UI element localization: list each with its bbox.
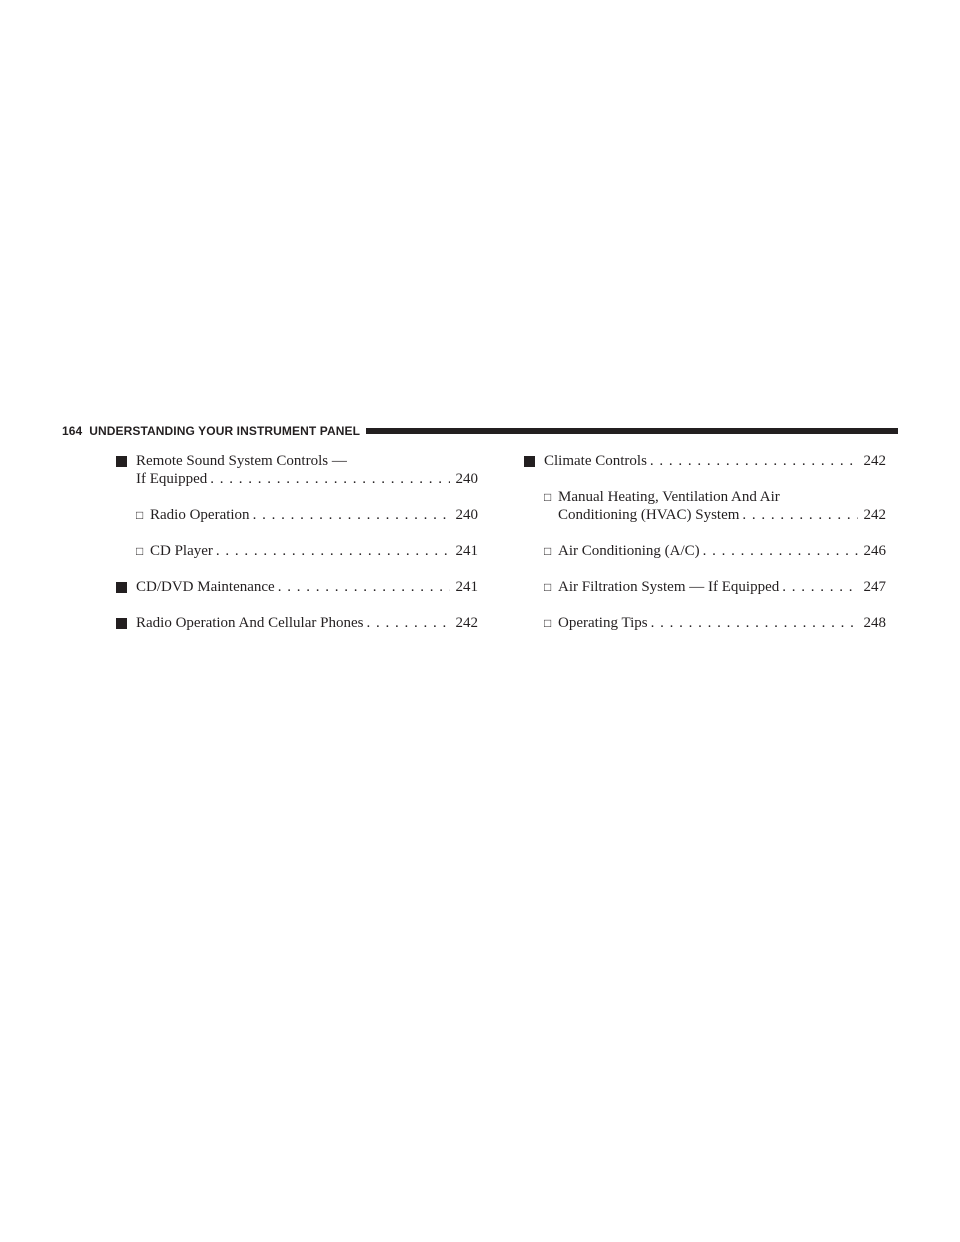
hollow-square-icon: □ bbox=[136, 508, 144, 522]
toc-page-number: 240 bbox=[455, 507, 478, 523]
dot-leader bbox=[210, 470, 449, 488]
hollow-square-icon: □ bbox=[544, 490, 552, 504]
toc-entry-title: Air Filtration System — If Equipped bbox=[558, 579, 780, 595]
dot-leader bbox=[651, 614, 858, 632]
dot-leader bbox=[650, 452, 858, 470]
toc-page-number: 248 bbox=[863, 615, 886, 631]
toc-entry[interactable] bbox=[524, 488, 886, 524]
toc-entry[interactable] bbox=[116, 542, 478, 560]
toc-entry-title: Air Conditioning (A/C) bbox=[558, 543, 700, 559]
filled-square-icon bbox=[524, 456, 535, 467]
toc-entry-title: Conditioning (HVAC) System bbox=[558, 507, 740, 523]
toc-entry-title: Climate Controls bbox=[544, 453, 647, 469]
dot-leader bbox=[366, 614, 449, 632]
toc-page-number: 241 bbox=[455, 543, 478, 559]
toc-entry-title: CD Player bbox=[150, 543, 213, 559]
toc-right-column bbox=[524, 452, 886, 650]
toc-entry-title: Radio Operation And Cellular Phones bbox=[136, 615, 364, 631]
toc-entry[interactable] bbox=[524, 578, 886, 596]
toc-entry[interactable] bbox=[524, 452, 886, 470]
toc-page-number: 246 bbox=[863, 543, 886, 559]
toc-page-number: 241 bbox=[455, 579, 478, 595]
toc-page-number: 247 bbox=[863, 579, 886, 595]
dot-leader bbox=[216, 542, 450, 560]
dot-leader bbox=[253, 506, 450, 524]
dot-leader bbox=[742, 506, 857, 524]
toc-entry-title: Manual Heating, Ventilation And Air bbox=[558, 489, 780, 505]
filled-square-icon bbox=[116, 582, 127, 593]
filled-square-icon bbox=[116, 456, 127, 467]
dot-leader bbox=[278, 578, 450, 596]
filled-square-icon bbox=[116, 618, 127, 629]
toc-entry-title: CD/DVD Maintenance bbox=[136, 579, 275, 595]
toc-entry-title: Radio Operation bbox=[150, 507, 250, 523]
toc-entry[interactable] bbox=[116, 614, 478, 632]
toc-page-number: 240 bbox=[455, 471, 478, 487]
toc-entry-title: Remote Sound System Controls — bbox=[136, 453, 347, 469]
header-rule bbox=[366, 428, 898, 434]
hollow-square-icon: □ bbox=[544, 544, 552, 558]
toc-entry[interactable] bbox=[116, 452, 478, 488]
hollow-square-icon: □ bbox=[136, 544, 144, 558]
toc-page-number: 242 bbox=[455, 615, 478, 631]
hollow-square-icon: □ bbox=[544, 616, 552, 630]
toc-entry[interactable] bbox=[524, 542, 886, 560]
toc-entry-title: Operating Tips bbox=[558, 615, 648, 631]
toc-left-column bbox=[116, 452, 478, 650]
page-header bbox=[62, 424, 898, 438]
toc-page-number: 242 bbox=[863, 453, 886, 469]
page-number: 164 bbox=[62, 424, 83, 438]
toc-entry[interactable] bbox=[116, 578, 478, 596]
section-title: UNDERSTANDING YOUR INSTRUMENT PANEL bbox=[89, 424, 361, 438]
toc-entry-title: If Equipped bbox=[136, 471, 208, 487]
toc-entry[interactable] bbox=[116, 506, 478, 524]
toc-page-number: 242 bbox=[863, 507, 886, 523]
dot-leader bbox=[703, 542, 858, 560]
hollow-square-icon: □ bbox=[544, 580, 552, 594]
toc-entry[interactable] bbox=[524, 614, 886, 632]
dot-leader bbox=[782, 578, 857, 596]
